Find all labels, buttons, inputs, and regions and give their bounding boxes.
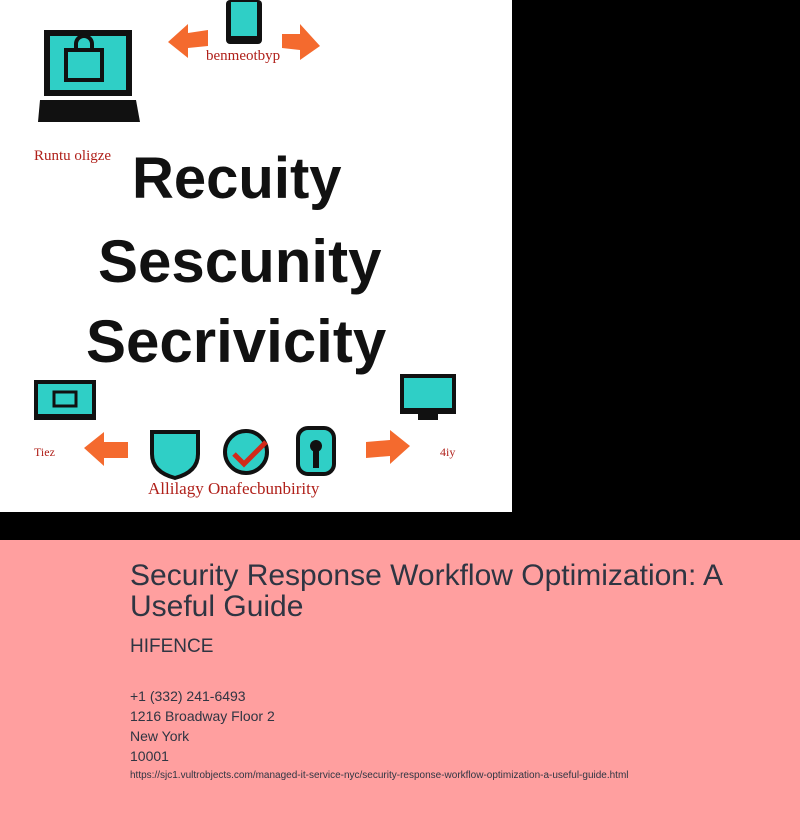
- arrow-bottom-right-icon: [366, 430, 410, 464]
- monitor-left-icon: [34, 380, 96, 420]
- city: New York: [130, 728, 190, 744]
- shield-icon: [152, 432, 198, 478]
- hero-image: [0, 0, 512, 512]
- laptop-lock-icon: [38, 30, 140, 122]
- hero-word-3: Secrivicity: [86, 308, 387, 375]
- arrow-right-icon: [282, 24, 320, 60]
- phone-icon: [226, 0, 262, 44]
- arrow-left-icon: [168, 24, 208, 58]
- company-name: HIFENCE: [130, 636, 214, 657]
- bottom-label: Allilagy Onafecbunbirity: [148, 479, 320, 498]
- arrow-bottom-left-icon: [84, 432, 128, 466]
- hero-word-1: Recuity: [132, 146, 342, 211]
- person-lock-icon: [298, 428, 334, 474]
- info-panel: [0, 540, 800, 840]
- street-address: 1216 Broadway Floor 2: [130, 708, 275, 724]
- top-label: benmeotbyp: [206, 48, 281, 64]
- left-label: Runtu oligze: [34, 148, 112, 164]
- check-circle-icon: [225, 431, 267, 473]
- phone-number: +1 (332) 241-6493: [130, 688, 246, 704]
- page-url: https://sjc1.vultrobjects.com/managed-it-service-nyc/security-response-workflow-optimization-a-useful-guide.html: [130, 770, 629, 781]
- hero-word-2: Sescunity: [98, 228, 382, 295]
- security-illustration: [0, 0, 512, 512]
- contact-block: [130, 686, 770, 766]
- info-content: [130, 560, 770, 781]
- zip-code: 10001: [130, 748, 169, 764]
- small-left-label: Tiez: [34, 445, 55, 459]
- page-title: Security Response Workflow Optimization: A Useful Guide: [130, 559, 722, 623]
- monitor-right-icon: [400, 374, 456, 420]
- small-right-label: 4iy: [440, 445, 456, 459]
